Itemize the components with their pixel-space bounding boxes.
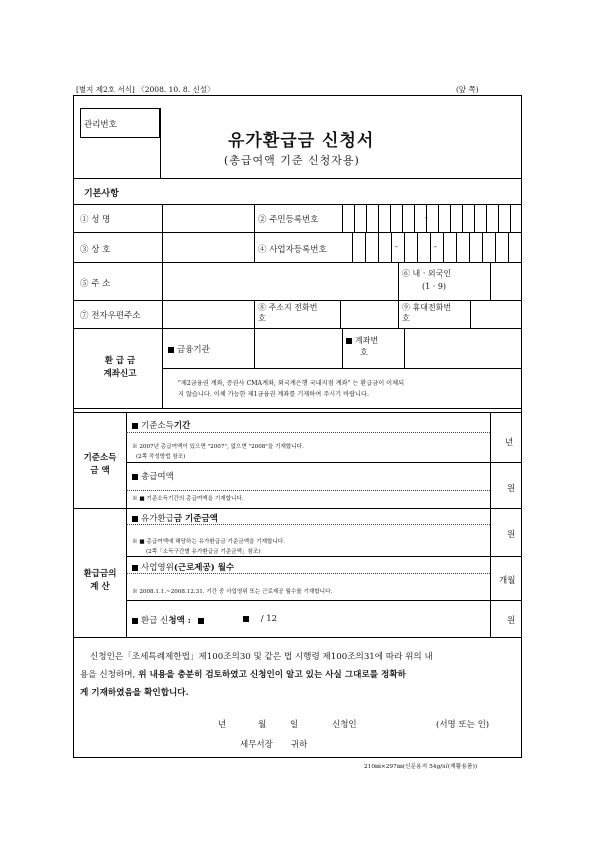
base-amount-field[interactable]	[491, 509, 521, 555]
form-subtitle: (총급여액 기준 신청자용)	[224, 154, 360, 167]
total-salary-note: ※ ■ 기준소득기간의 총급여액을 기재합니다.	[132, 496, 244, 502]
refund-account-label: 환 급 금 계좌신고	[103, 356, 137, 379]
months-unit: 개월	[499, 576, 516, 586]
months-label: 사업영위(근로제공) 월수	[132, 561, 234, 573]
trade-name-label: ③ 상 호	[80, 245, 111, 255]
home-phone-label: ⑧ 주소지 전화번 호	[258, 303, 318, 323]
square-bullet-icon	[168, 347, 174, 353]
date-day: 일	[290, 720, 299, 730]
square-bullet-icon	[346, 338, 352, 344]
base-period-field[interactable]	[491, 413, 521, 461]
declaration-line-3: 게 기재하였음을 확인합니다.	[80, 688, 189, 698]
nationality-label: ⑥ 내 · 외국인	[402, 269, 452, 278]
base-income-label: 기준소득 금 액	[83, 453, 117, 476]
address-label: ⑤ 주 소	[80, 279, 111, 289]
date-year: 년	[218, 720, 227, 730]
email-field[interactable]	[163, 301, 253, 327]
nationality-hint: (1 · 9)	[422, 282, 447, 291]
page-side-label: (앞 쪽)	[456, 85, 479, 94]
paper-spec: 210㎜×297㎜(신문용지 54g/㎡(재활용품))	[364, 764, 478, 770]
address-field[interactable]	[163, 263, 397, 299]
refund-amount-label: 환급 신청액 :	[132, 614, 207, 626]
form-title: 유가환급금 신청서	[228, 131, 375, 151]
base-amount-unit: 원	[507, 530, 516, 540]
signature-label: (서명 또는 인)	[436, 720, 490, 730]
business-number-dash-1: -	[395, 242, 398, 251]
months-field[interactable]	[491, 557, 521, 599]
nationality-field[interactable]	[491, 263, 521, 299]
account-notice: "제2금융권 계좌, 증권사 CMA계좌, 외국계은행 국내지점 계좌" 는 환급금이 이체되 지 않습니다. 이체 가능한 제1금융권 계좌를 기재하여 주시기 바랍니다.	[178, 380, 405, 398]
period-unit: 년	[505, 438, 514, 448]
trade-name-field[interactable]	[163, 233, 253, 261]
square-bullet-icon	[132, 516, 138, 522]
business-number-digits[interactable]	[352, 232, 522, 262]
management-number-label: 관리번호	[84, 120, 117, 130]
square-bullet-icon	[132, 618, 138, 624]
home-phone-field[interactable]	[341, 301, 397, 327]
months-note: ※ 2008.1.1.~2008.12.31. 기간 중 사업영위 또는 근로제공 월수를 기재합니다.	[132, 589, 333, 595]
square-bullet-icon	[132, 423, 138, 429]
resident-number-label: ② 주민등록번호	[258, 215, 319, 225]
account-number-label: 계좌번 호	[346, 335, 378, 359]
bank-label: 금융기관	[168, 343, 210, 355]
base-amount-note: ※ ■ 총급여액에 해당하는 유가환급금 기준금액을 기재합니다. (2쪽「소득구간별 유가환급금 기준금액」참조)	[132, 539, 286, 555]
total-salary-label: 총급여액	[132, 470, 174, 482]
declaration-line-1: 신청인은「조세특례제한법」제100조의30 및 같은 법 시행령 제100조의31에 따라 위의 내	[90, 652, 433, 662]
resident-number-dash: -	[425, 213, 428, 222]
refund-formula: / 12	[243, 614, 277, 624]
addressee: 세무서장 귀하	[240, 740, 308, 750]
resident-number-digits[interactable]	[342, 204, 522, 232]
square-bullet-icon	[132, 474, 138, 480]
bank-field[interactable]	[255, 329, 341, 367]
refund-amount-field[interactable]	[491, 601, 521, 637]
date-month: 월	[258, 720, 267, 730]
total-salary-unit: 원	[507, 484, 516, 494]
business-number-label: ④ 사업자등록번호	[258, 245, 327, 255]
refund-amount-unit: 원	[507, 616, 516, 626]
name-field[interactable]	[163, 205, 253, 231]
square-bullet-icon	[132, 565, 138, 571]
total-salary-field[interactable]	[491, 463, 521, 507]
declaration-line-2: 용을 신청하며, 위 내용을 충분히 검토하였고 신청인이 알고 있는 사실 그대로를 정확하	[80, 670, 406, 680]
square-bullet-icon	[198, 618, 204, 624]
name-label: ① 성 명	[80, 215, 111, 225]
square-bullet-icon	[243, 616, 249, 622]
base-amount-label: 유가환급금 기준금액	[132, 512, 218, 524]
mobile-phone-label: ⑨ 휴대전화번 호	[402, 303, 452, 323]
form-number: [별지 제2호 서식] 〈2008. 10. 8. 신설〉	[76, 85, 215, 94]
base-period-label: 기준소득기간	[132, 419, 190, 431]
mobile-phone-field[interactable]	[471, 301, 521, 327]
account-number-field[interactable]	[405, 329, 521, 367]
refund-calc-label: 환급금의 계 산	[83, 569, 117, 592]
base-period-note: ※ 2007년 총급여액이 있으면 "2007", 없으면 "2008"을 기재합니다. (2쪽 작성방법 참조)	[132, 444, 304, 460]
business-number-dash-2: -	[434, 242, 437, 251]
applicant-signature-field[interactable]	[364, 714, 434, 730]
email-label: ⑦ 전자우편주소	[80, 311, 141, 321]
basic-info-heading: 기본사항	[84, 189, 119, 199]
applicant-label: 신청인	[332, 720, 357, 730]
title-divider	[160, 108, 161, 178]
